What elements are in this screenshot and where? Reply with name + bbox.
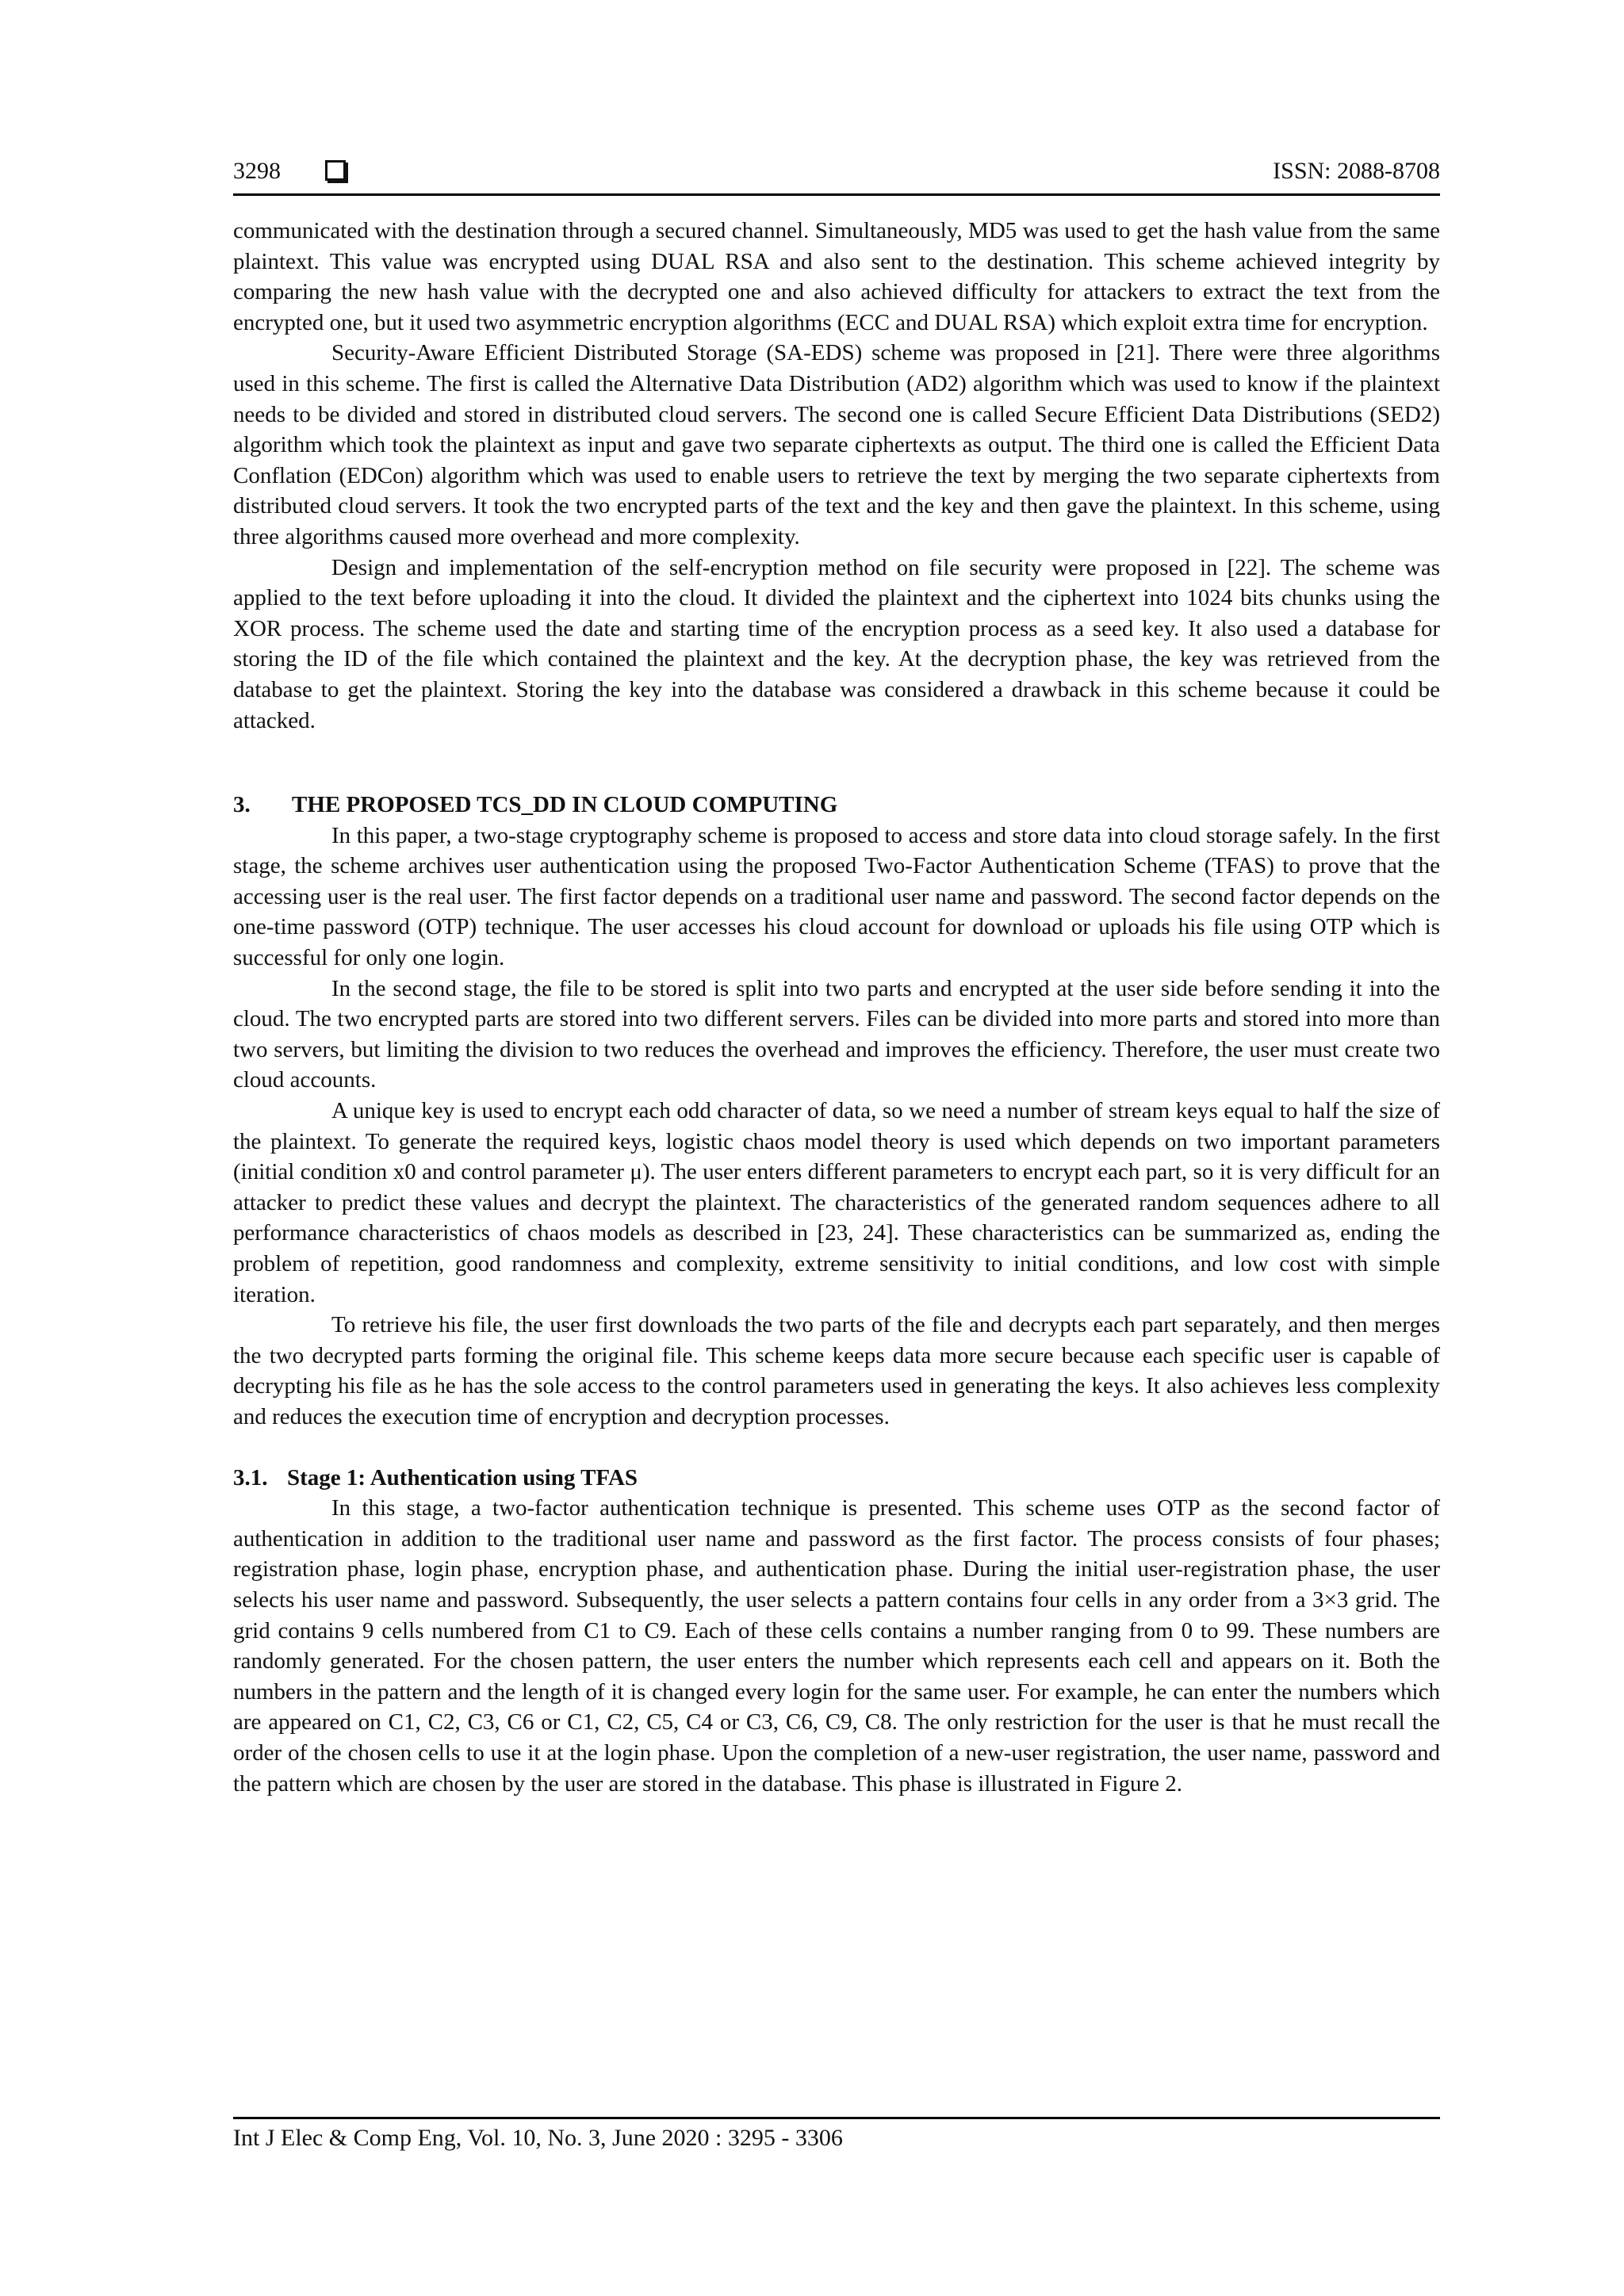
page-body [233, 216, 1440, 1799]
body-paragraph: A unique key is used to encrypt each odd character of data, so we need a number of stream keys equal to half the size of the plaintext. To generate the required keys, logistic chaos model theory is used which depends on two important parameters (initial condition x0 and control parameter μ). The user enters different parameters to encrypt each part, so it is very difficult for an attacker to predict these values and decrypt the plaintext. The characteristics of the generated random sequences adhere to all performance characteristics of chaos models as described in [23, 24]. These characteristics can be summarized as, ending the problem of repetition, good randomness and complexity, extreme sensitivity to initial conditions, and low cost with simple iteration. [233, 1098, 1440, 1307]
journal-citation: Int J Elec & Comp Eng, Vol. 10, No. 3, June 2020 : 3295 - 3306 [233, 2125, 843, 2151]
section-title: THE PROPOSED TCS_DD IN CLOUD COMPUTING [292, 792, 838, 818]
square-outline-icon [325, 160, 346, 181]
body-paragraph: In this stage, a two-factor authentication technique is presented. This scheme uses OTP as the second factor of authentication in addition to the traditional user name and password as the first factor. The process consists of four phases; registration phase, login phase, encryption phase, and authentication phase. During the initial user-registration phase, the user selects his user name and password. Subsequently, the user selects a pattern contains four cells in any order from a 3×3 grid. The grid contains 9 cells numbered from C1 to C9. Each of these cells contains a number ranging from 0 to 99. These numbers are randomly generated. For the chosen pattern, the user enters the number which represents each cell and appears on it. Both the numbers in the pattern and the length of it is changed every login for the same user. For example, he can enter the numbers which are appeared on C1, C2, C3, C6 or C1, C2, C5, C4 or C3, C6, C9, C8. The only restriction for the user is that he must recall the order of the chosen cells to use it at the login phase. Upon the completion of a new-user registration, the user name, password and the pattern which are chosen by the user are stored in the database. This phase is illustrated in Figure 2. [233, 1495, 1440, 1797]
section-heading [233, 790, 1440, 821]
body-paragraph: communicated with the destination through a secured channel. Simultaneously, MD5 was used to get the hash value from the same plaintext. This value was encrypted using DUAL RSA and also sent to the destination. This scheme achieved integrity by comparing the new hash value with the decrypted one and also achieved difficulty for attackers to extract the text from the encrypted one, but it used two asymmetric encryption algorithms (ECC and DUAL RSA) which exploit extra time for encryption. [233, 218, 1440, 335]
body-paragraph: In the second stage, the file to be stored is split into two parts and encrypted at the user side before sending it into the cloud. The two encrypted parts are stored into two different servers. Files can be divided into more parts and stored into more than two servers, but limiting the division to two reduces the overhead and improves the efficiency. Therefore, the user must create two cloud accounts. [233, 975, 1440, 1093]
body-paragraph: In this paper, a two-stage cryptography scheme is proposed to access and store data into cloud storage safely. In the first stage, the scheme archives user authentication using the proposed Two-Factor Authentication Scheme (TFAS) to prove that the accessing user is the real user. The first factor depends on a traditional user name and password. The second factor depends on the one-time password (OTP) technique. The user accesses his cloud account for download or uploads his file using OTP which is successful for only one login. [233, 822, 1440, 971]
body-paragraph: Design and implementation of the self-encryption method on file security were proposed in [22]. The scheme was applied to the text before uploading it into the cloud. It divided the plaintext and the ciphertext into 1024 bits chunks using the XOR process. The scheme used the date and starting time of the encryption process as a seed key. It also used a database for storing the ID of the file which contained the plaintext and the key. At the decryption phase, the key was retrieved from the database to get the plaintext. Storing the key into the database was considered a drawback in this scheme because it could be attacked. [233, 554, 1440, 733]
body-paragraph: To retrieve his file, the user first downloads the two parts of the file and decrypts each part separately, and then merges the two decrypted parts forming the original file. This scheme keeps data more secure because each specific user is capable of decrypting his file as he has the sole access to the control parameters used in generating the keys. It also achieves less complexity and reduces the execution time of encryption and decryption processes. [233, 1312, 1440, 1429]
page-footer [233, 2117, 1440, 2154]
subsection-number: 3.1. [233, 1464, 268, 1490]
page-header [233, 155, 1440, 196]
issn-label: ISSN: 2088-8708 [1273, 158, 1440, 184]
subsection-heading [233, 1463, 1440, 1494]
page-number: 3298 [233, 158, 281, 184]
subsection-title: Stage 1: Authentication using TFAS [287, 1464, 638, 1490]
body-paragraph: Security-Aware Efficient Distributed Storage (SA-EDS) scheme was proposed in [21]. There were three algorithms used in this scheme. The first is called the Alternative Data Distribution (AD2) algorithm which was used to know if the plaintext needs to be divided and stored in distributed cloud servers. The second one is called Secure Efficient Data Distributions (SED2) algorithm which took the plaintext as input and gave two separate ciphertexts as output. The third one is called the Efficient Data Conflation (EDCon) algorithm which was used to enable users to retrieve the text by merging the two separate ciphertexts from distributed cloud servers. It took the two encrypted parts of the text and the key and then gave the plaintext. In this scheme, using three algorithms caused more overhead and more complexity. [233, 340, 1440, 549]
section-number: 3. [233, 792, 251, 818]
